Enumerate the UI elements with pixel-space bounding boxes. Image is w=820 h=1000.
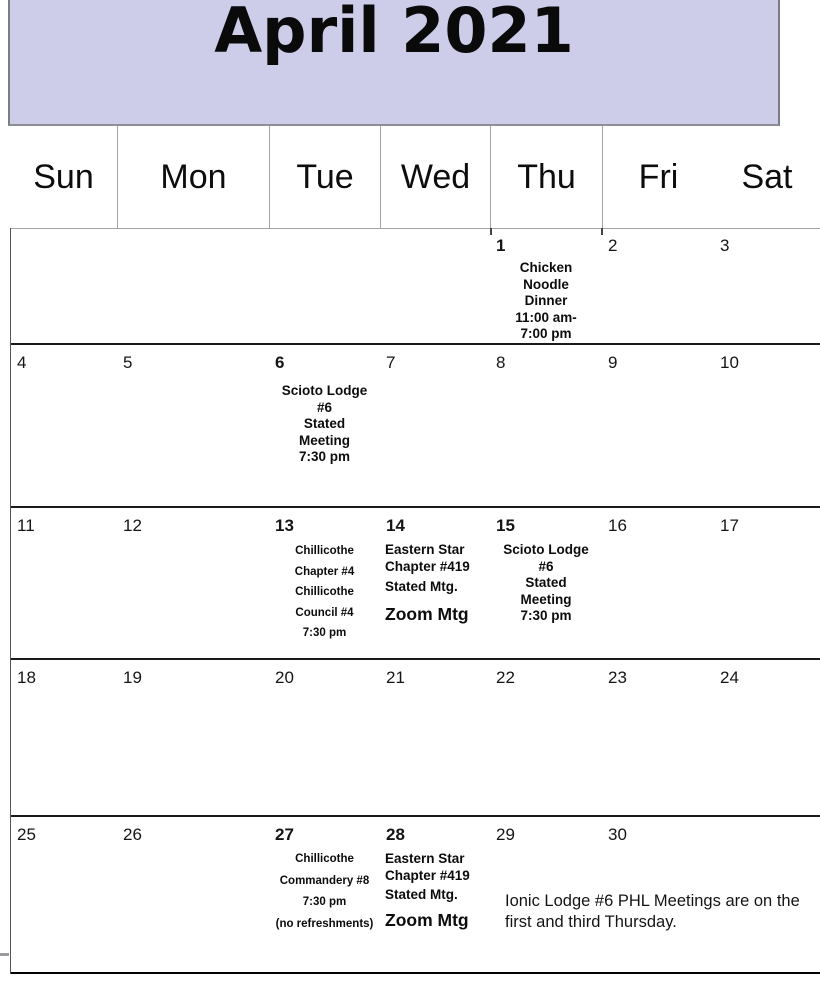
day-cell-17 <box>714 508 820 658</box>
event <box>269 383 380 466</box>
day-header-row <box>10 126 820 229</box>
event-line: Chillicothe <box>295 545 354 557</box>
calendar-body <box>10 228 820 974</box>
event-line: Scioto Lodge <box>503 542 589 557</box>
date-label: 19 <box>123 668 142 687</box>
day-cell-15 <box>490 508 602 658</box>
date-label: 20 <box>275 668 294 687</box>
event-line: #6 <box>316 399 333 415</box>
date-label: 5 <box>123 353 133 372</box>
day-cell-28 <box>380 817 490 972</box>
week-row <box>11 508 820 660</box>
date-label: 29 <box>496 825 515 844</box>
day-header-mon: Mon <box>117 126 269 228</box>
grid-line-stub <box>490 228 492 235</box>
event-line: Stated <box>303 416 346 431</box>
event-line: Scioto Lodge <box>281 383 368 398</box>
date-label: 10 <box>720 353 739 372</box>
date-label: 12 <box>123 516 142 535</box>
day-cell-8 <box>490 345 602 506</box>
date-label: 21 <box>386 668 405 687</box>
day-cell-22 <box>490 660 602 815</box>
date-label: 18 <box>17 668 36 687</box>
event-line: Chillicothe <box>295 853 354 865</box>
event-line: Eastern Star <box>385 851 465 866</box>
event-line: Meeting <box>298 432 350 448</box>
date-label: 4 <box>17 353 27 372</box>
date-label: 23 <box>608 668 627 687</box>
event-line: 7:00 pm <box>520 326 572 341</box>
day-cell-16 <box>602 508 714 658</box>
date-label: 27 <box>275 825 294 844</box>
event-line: 7:30 pm <box>302 896 347 908</box>
event-line: Stated <box>525 575 567 590</box>
date-label: 26 <box>123 825 142 844</box>
day-cell-14 <box>380 508 490 658</box>
day-cell-7 <box>380 345 490 506</box>
day-cell-13 <box>269 508 380 658</box>
event-line: Chicken <box>519 260 573 275</box>
event <box>269 849 380 935</box>
day-cell-1 <box>490 228 602 343</box>
date-label: 9 <box>608 353 618 372</box>
day-header-fri: Fri <box>602 126 714 228</box>
week-row <box>11 660 820 817</box>
event-line: Eastern Star <box>385 542 465 557</box>
event-line: Zoom Mtg <box>385 909 469 930</box>
date-label: 30 <box>608 825 627 844</box>
day-cell-27 <box>269 817 380 972</box>
date-label: 8 <box>496 353 506 372</box>
event <box>490 260 602 343</box>
date-label: 22 <box>496 668 515 687</box>
date-label: 17 <box>720 516 739 535</box>
event-line: Chapter #419 <box>385 558 470 574</box>
day-cell-25 <box>11 817 117 972</box>
date-label: 13 <box>275 516 294 535</box>
event-line: Chapter #4 <box>294 565 355 578</box>
footer-note: Ionic Lodge #6 PHL Meetings are on the first and third Thursday. <box>505 892 800 931</box>
event-line: Stated Mtg. <box>385 887 458 902</box>
day-cell-2 <box>602 228 714 343</box>
event-line: Chillicothe <box>295 586 354 598</box>
day-cell-4 <box>11 345 117 506</box>
day-cell-21 <box>380 660 490 815</box>
event <box>490 542 602 625</box>
day-cell-3 <box>714 228 820 343</box>
month-title: April 2021 <box>214 0 574 67</box>
date-label: 28 <box>386 825 405 844</box>
day-cell-18 <box>11 660 117 815</box>
day-cell-23 <box>602 660 714 815</box>
date-label: 15 <box>496 516 515 535</box>
day-header-tue: Tue <box>269 126 380 228</box>
date-label: 1 <box>496 236 506 255</box>
day-cell-6 <box>269 345 380 506</box>
date-label: 2 <box>608 236 618 255</box>
event-line: Zoom Mtg <box>385 603 469 624</box>
day-header-sun: Sun <box>33 157 94 196</box>
week-row <box>11 228 820 345</box>
day-cell-empty <box>11 228 117 343</box>
day-cell-11 <box>11 508 117 658</box>
event-line: #6 <box>538 558 554 574</box>
date-label: 3 <box>720 236 730 255</box>
day-cell-empty <box>117 228 269 343</box>
event-line: Stated Mtg. <box>385 579 458 594</box>
month-title-band <box>8 0 780 126</box>
date-label: 7 <box>386 353 396 372</box>
event-line: 7:30 pm <box>302 627 347 639</box>
day-cell-26 <box>117 817 269 972</box>
event-line: Commandery #8 <box>279 874 370 887</box>
day-header-wed: Wed <box>380 126 490 228</box>
page-edge-tick <box>0 953 9 956</box>
day-cell-24 <box>714 660 820 815</box>
day-cell-empty <box>380 228 490 343</box>
day-cell-12 <box>117 508 269 658</box>
date-label: 6 <box>275 353 285 372</box>
event-line: Noodle <box>523 276 569 292</box>
day-cell-5 <box>117 345 269 506</box>
date-label: 25 <box>17 825 36 844</box>
day-header-thu: Thu <box>490 126 602 228</box>
event-line: 7:30 pm <box>520 608 572 623</box>
event-line: Chapter #419 <box>385 867 470 883</box>
day-cell-19 <box>117 660 269 815</box>
date-label: 16 <box>608 516 627 535</box>
event-line: (no refreshments) <box>275 917 374 930</box>
event-line: Council #4 <box>295 606 354 619</box>
event-line: Meeting <box>520 591 572 607</box>
day-cell-empty <box>269 228 380 343</box>
event <box>380 542 490 623</box>
week-row <box>11 345 820 508</box>
event-line: Dinner <box>524 293 568 308</box>
event-line: 11:00 am- <box>515 309 577 325</box>
grid-line-stub <box>601 228 603 235</box>
event-line: 7:30 pm <box>298 449 351 464</box>
day-cell-9 <box>602 345 714 506</box>
day-cell-20 <box>269 660 380 815</box>
event <box>269 541 380 644</box>
day-header-sat: Sat <box>741 157 793 196</box>
day-cell-10 <box>714 345 820 506</box>
date-label: 24 <box>720 668 739 687</box>
date-label: 14 <box>386 516 405 535</box>
event <box>380 851 490 929</box>
date-label: 11 <box>17 516 35 535</box>
